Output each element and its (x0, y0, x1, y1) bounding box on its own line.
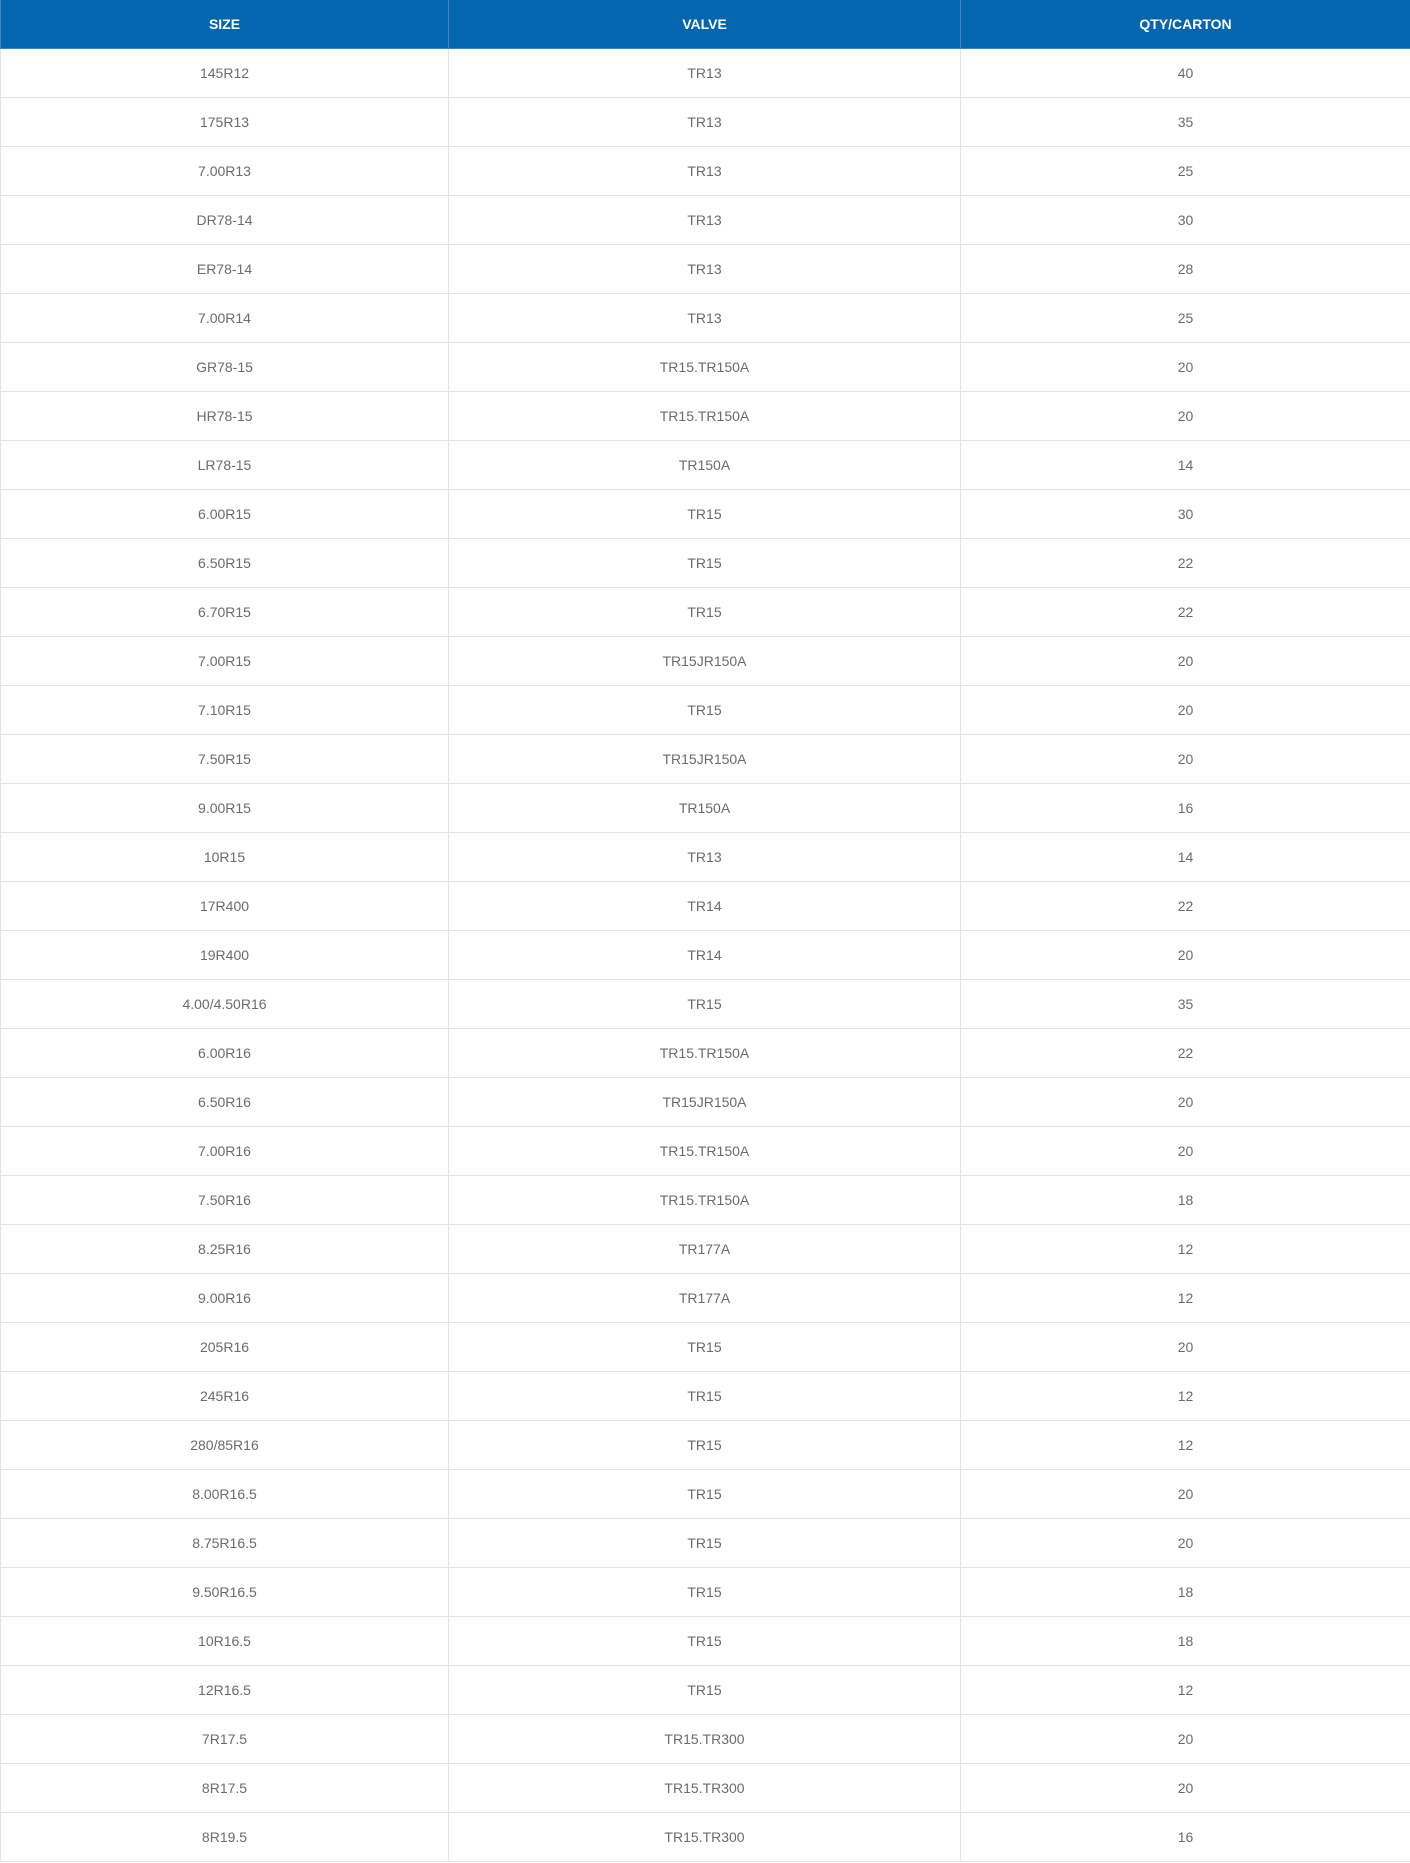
valve-cell: TR15.TR150A (449, 1176, 961, 1225)
table-row (1, 1372, 1410, 1421)
table-row (1, 1666, 1410, 1715)
table-row (1, 882, 1410, 931)
table-row (1, 196, 1410, 245)
size-cell: 175R13 (1, 98, 449, 147)
table-row (1, 294, 1410, 343)
table-row (1, 147, 1410, 196)
table-row (1, 1176, 1410, 1225)
qty-carton-cell: 22 (961, 882, 1410, 931)
valve-cell: TR177A (449, 1274, 961, 1323)
valve-cell: TR15JR150A (449, 637, 961, 686)
valve-cell: TR15.TR150A (449, 392, 961, 441)
size-cell: 8.75R16.5 (1, 1519, 449, 1568)
table-row (1, 931, 1410, 980)
valve-cell: TR13 (449, 245, 961, 294)
qty-carton-cell: 25 (961, 147, 1410, 196)
size-cell: 9.50R16.5 (1, 1568, 449, 1617)
qty-carton-cell: 30 (961, 196, 1410, 245)
qty-carton-cell: 14 (961, 441, 1410, 490)
table-row (1, 1764, 1410, 1813)
valve-cell: TR15JR150A (449, 1078, 961, 1127)
valve-cell: TR15 (449, 980, 961, 1029)
size-cell: 145R12 (1, 49, 449, 98)
header-valve: VALVE (449, 0, 961, 49)
qty-carton-cell: 14 (961, 833, 1410, 882)
table-row (1, 441, 1410, 490)
qty-carton-cell: 20 (961, 1470, 1410, 1519)
valve-cell: TR15 (449, 1323, 961, 1372)
valve-cell: TR15.TR300 (449, 1764, 961, 1813)
table-row (1, 1029, 1410, 1078)
valve-cell: TR15JR150A (449, 735, 961, 784)
table-row (1, 1813, 1410, 1862)
header-row (1, 0, 1410, 49)
valve-cell: TR150A (449, 441, 961, 490)
valve-cell: TR15 (449, 1617, 961, 1666)
size-cell: 6.00R16 (1, 1029, 449, 1078)
qty-carton-cell: 35 (961, 980, 1410, 1029)
size-cell: 9.00R16 (1, 1274, 449, 1323)
qty-carton-cell: 22 (961, 539, 1410, 588)
header-size: SIZE (1, 0, 449, 49)
table-row (1, 980, 1410, 1029)
table-row (1, 1617, 1410, 1666)
qty-carton-cell: 18 (961, 1176, 1410, 1225)
table-row (1, 98, 1410, 147)
qty-carton-cell: 12 (961, 1372, 1410, 1421)
qty-carton-cell: 30 (961, 490, 1410, 539)
size-cell: 19R400 (1, 931, 449, 980)
table-row (1, 343, 1410, 392)
table-row (1, 1127, 1410, 1176)
table-row (1, 833, 1410, 882)
table-row (1, 539, 1410, 588)
table-row (1, 1274, 1410, 1323)
valve-cell: TR15 (449, 539, 961, 588)
size-cell: 9.00R15 (1, 784, 449, 833)
valve-cell: TR15 (449, 1372, 961, 1421)
valve-cell: TR14 (449, 931, 961, 980)
size-cell: 280/85R16 (1, 1421, 449, 1470)
valve-cell: TR15.TR300 (449, 1715, 961, 1764)
size-cell: 245R16 (1, 1372, 449, 1421)
size-cell: LR78-15 (1, 441, 449, 490)
size-cell: 7.10R15 (1, 686, 449, 735)
valve-cell: TR13 (449, 196, 961, 245)
valve-cell: TR15 (449, 1519, 961, 1568)
qty-carton-cell: 28 (961, 245, 1410, 294)
size-cell: 8.25R16 (1, 1225, 449, 1274)
table-row (1, 392, 1410, 441)
size-cell: ER78-14 (1, 245, 449, 294)
table-row (1, 784, 1410, 833)
table-row (1, 245, 1410, 294)
qty-carton-cell: 22 (961, 1029, 1410, 1078)
valve-cell: TR15 (449, 1421, 961, 1470)
table-row (1, 1568, 1410, 1617)
qty-carton-cell: 40 (961, 49, 1410, 98)
valve-cell: TR15 (449, 686, 961, 735)
size-cell: DR78-14 (1, 196, 449, 245)
size-cell: 7.50R15 (1, 735, 449, 784)
size-cell: 10R16.5 (1, 1617, 449, 1666)
valve-cell: TR13 (449, 147, 961, 196)
qty-carton-cell: 20 (961, 392, 1410, 441)
qty-carton-cell: 20 (961, 1764, 1410, 1813)
size-cell: GR78-15 (1, 343, 449, 392)
size-cell: HR78-15 (1, 392, 449, 441)
size-cell: 4.00/4.50R16 (1, 980, 449, 1029)
qty-carton-cell: 12 (961, 1666, 1410, 1715)
table-row (1, 686, 1410, 735)
qty-carton-cell: 20 (961, 686, 1410, 735)
table-row (1, 1225, 1410, 1274)
size-cell: 7R17.5 (1, 1715, 449, 1764)
size-cell: 10R15 (1, 833, 449, 882)
size-cell: 12R16.5 (1, 1666, 449, 1715)
table-row (1, 1421, 1410, 1470)
qty-carton-cell: 20 (961, 1323, 1410, 1372)
valve-cell: TR15 (449, 490, 961, 539)
valve-cell: TR14 (449, 882, 961, 931)
size-cell: 7.00R14 (1, 294, 449, 343)
table-row (1, 1470, 1410, 1519)
size-cell: 6.70R15 (1, 588, 449, 637)
qty-carton-cell: 20 (961, 343, 1410, 392)
valve-cell: TR15.TR150A (449, 343, 961, 392)
table-row (1, 1519, 1410, 1568)
size-cell: 7.50R16 (1, 1176, 449, 1225)
valve-cell: TR15 (449, 1568, 961, 1617)
table-row (1, 735, 1410, 784)
qty-carton-cell: 22 (961, 588, 1410, 637)
size-cell: 205R16 (1, 1323, 449, 1372)
qty-carton-cell: 18 (961, 1617, 1410, 1666)
valve-cell: TR150A (449, 784, 961, 833)
table-row (1, 1078, 1410, 1127)
qty-carton-cell: 20 (961, 735, 1410, 784)
size-cell: 7.00R13 (1, 147, 449, 196)
valve-cell: TR177A (449, 1225, 961, 1274)
valve-cell: TR13 (449, 294, 961, 343)
table-row (1, 1715, 1410, 1764)
size-cell: 7.00R15 (1, 637, 449, 686)
size-cell: 6.50R15 (1, 539, 449, 588)
size-cell: 8.00R16.5 (1, 1470, 449, 1519)
table-row (1, 490, 1410, 539)
qty-carton-cell: 18 (961, 1568, 1410, 1617)
table-row (1, 49, 1410, 98)
size-cell: 6.50R16 (1, 1078, 449, 1127)
table-header (1, 0, 1410, 49)
valve-cell: TR15.TR300 (449, 1813, 961, 1862)
valve-cell: TR13 (449, 833, 961, 882)
qty-carton-cell: 20 (961, 1127, 1410, 1176)
qty-carton-cell: 20 (961, 1715, 1410, 1764)
qty-carton-cell: 12 (961, 1421, 1410, 1470)
size-cell: 7.00R16 (1, 1127, 449, 1176)
valve-cell: TR15 (449, 1666, 961, 1715)
qty-carton-cell: 12 (961, 1225, 1410, 1274)
qty-carton-cell: 20 (961, 1519, 1410, 1568)
valve-cell: TR15 (449, 1470, 961, 1519)
qty-carton-cell: 20 (961, 931, 1410, 980)
qty-carton-cell: 25 (961, 294, 1410, 343)
qty-carton-cell: 16 (961, 1813, 1410, 1862)
table-row (1, 588, 1410, 637)
size-cell: 8R19.5 (1, 1813, 449, 1862)
size-cell: 17R400 (1, 882, 449, 931)
qty-carton-cell: 35 (961, 98, 1410, 147)
table-row (1, 637, 1410, 686)
qty-carton-cell: 16 (961, 784, 1410, 833)
valve-cell: TR15.TR150A (449, 1029, 961, 1078)
valve-cell: TR13 (449, 98, 961, 147)
valve-cell: TR15.TR150A (449, 1127, 961, 1176)
qty-carton-cell: 12 (961, 1274, 1410, 1323)
size-cell: 8R17.5 (1, 1764, 449, 1813)
valve-cell: TR15 (449, 588, 961, 637)
table-body (1, 49, 1410, 1862)
valve-cell: TR13 (449, 49, 961, 98)
size-cell: 6.00R15 (1, 490, 449, 539)
table-row (1, 1323, 1410, 1372)
qty-carton-cell: 20 (961, 637, 1410, 686)
header-qty-carton: QTY/CARTON (961, 0, 1410, 49)
qty-carton-cell: 20 (961, 1078, 1410, 1127)
